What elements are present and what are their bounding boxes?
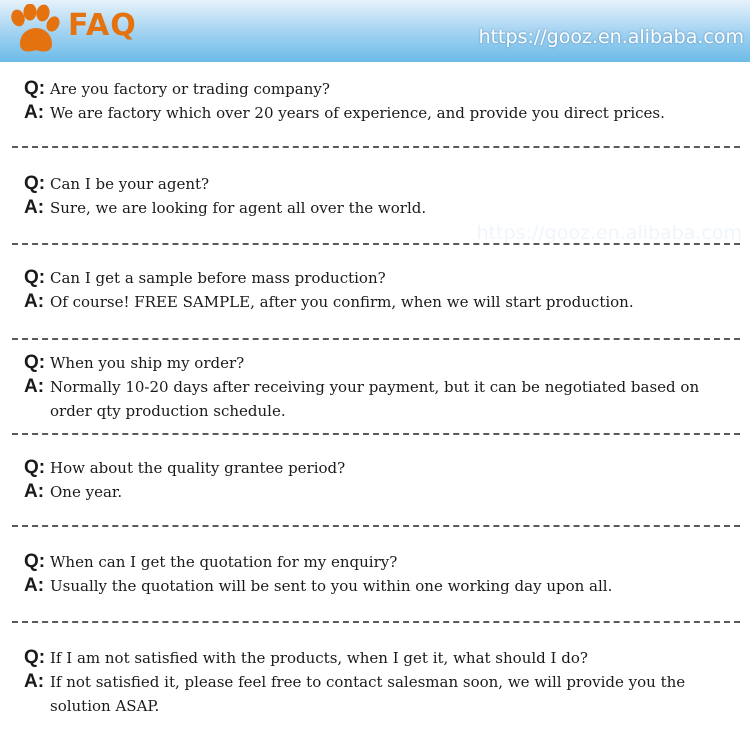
faq-item [24, 550, 744, 611]
answer-row [24, 574, 744, 598]
question-text: Are you factory or trading company? [50, 80, 330, 98]
faq-item [24, 351, 744, 436]
question-label: Q: [24, 352, 46, 373]
answer-row [24, 670, 744, 718]
faq-item [24, 646, 744, 731]
faq-item [24, 77, 744, 138]
dashed-divider [12, 525, 740, 527]
dashed-divider [12, 243, 740, 245]
answer-text: If not satisfied it, please feel free to contact salesman soon, we will provide you the solution ASAP. [50, 673, 686, 715]
question-row [24, 550, 744, 574]
faq-item [24, 456, 744, 517]
question-label: Q: [24, 647, 46, 668]
question-row [24, 351, 744, 375]
paw-print-icon [6, 4, 62, 56]
store-url[interactable]: https://gooz.en.alibaba.com [478, 26, 744, 48]
dashed-divider [12, 433, 740, 435]
question-row [24, 172, 744, 196]
answer-text: We are factory which over 20 years of experience, and provide you direct prices. [50, 104, 665, 122]
question-row [24, 456, 744, 480]
answer-label: A: [24, 481, 45, 502]
faq-list [24, 550, 744, 611]
answer-label: A: [24, 102, 45, 123]
answer-text: One year. [50, 483, 123, 501]
question-row [24, 77, 744, 101]
question-text: Can I get a sample before mass production? [50, 269, 386, 287]
question-label: Q: [24, 551, 46, 572]
question-label: Q: [24, 457, 46, 478]
faq-list [24, 77, 744, 138]
dashed-divider [12, 338, 740, 340]
answer-text: Sure, we are looking for agent all over the world. [50, 199, 427, 217]
answer-label: A: [24, 291, 45, 312]
answer-text: Usually the quotation will be sent to you within one working day upon all. [50, 577, 613, 595]
question-label: Q: [24, 173, 46, 194]
answer-label: A: [24, 575, 45, 596]
question-label: Q: [24, 267, 46, 288]
question-text: How about the quality grantee period? [50, 459, 346, 477]
faq-list [24, 351, 744, 436]
question-text: When can I get the quotation for my enquiry? [50, 553, 398, 571]
header-banner [0, 0, 750, 62]
question-row [24, 266, 744, 290]
answer-text: Of course! FREE SAMPLE, after you confirm, when we will start production. [50, 293, 634, 311]
page-title: FAQ [68, 8, 137, 43]
faq-item [24, 172, 744, 233]
faq-list [24, 646, 744, 731]
answer-row [24, 480, 744, 504]
answer-label: A: [24, 197, 45, 218]
question-text: When you ship my order? [50, 354, 245, 372]
answer-row [24, 290, 744, 314]
watermark-text: https://gooz.en.alibaba.com [476, 222, 742, 244]
dashed-divider [12, 146, 740, 148]
answer-label: A: [24, 671, 45, 692]
question-text: Can I be your agent? [50, 175, 210, 193]
answer-text: Normally 10-20 days after receiving your payment, but it can be negotiated based on order qty production schedule. [50, 378, 700, 420]
answer-row [24, 196, 744, 220]
question-text: If I am not satisfied with the products, when I get it, what should I do? [50, 649, 588, 667]
dashed-divider [12, 621, 740, 623]
answer-label: A: [24, 376, 45, 397]
question-label: Q: [24, 78, 46, 99]
answer-row [24, 101, 744, 125]
question-row [24, 646, 744, 670]
faq-list [24, 266, 744, 327]
answer-row [24, 375, 744, 423]
faq-item [24, 266, 744, 327]
faq-list [24, 456, 744, 517]
faq-list [24, 172, 744, 233]
